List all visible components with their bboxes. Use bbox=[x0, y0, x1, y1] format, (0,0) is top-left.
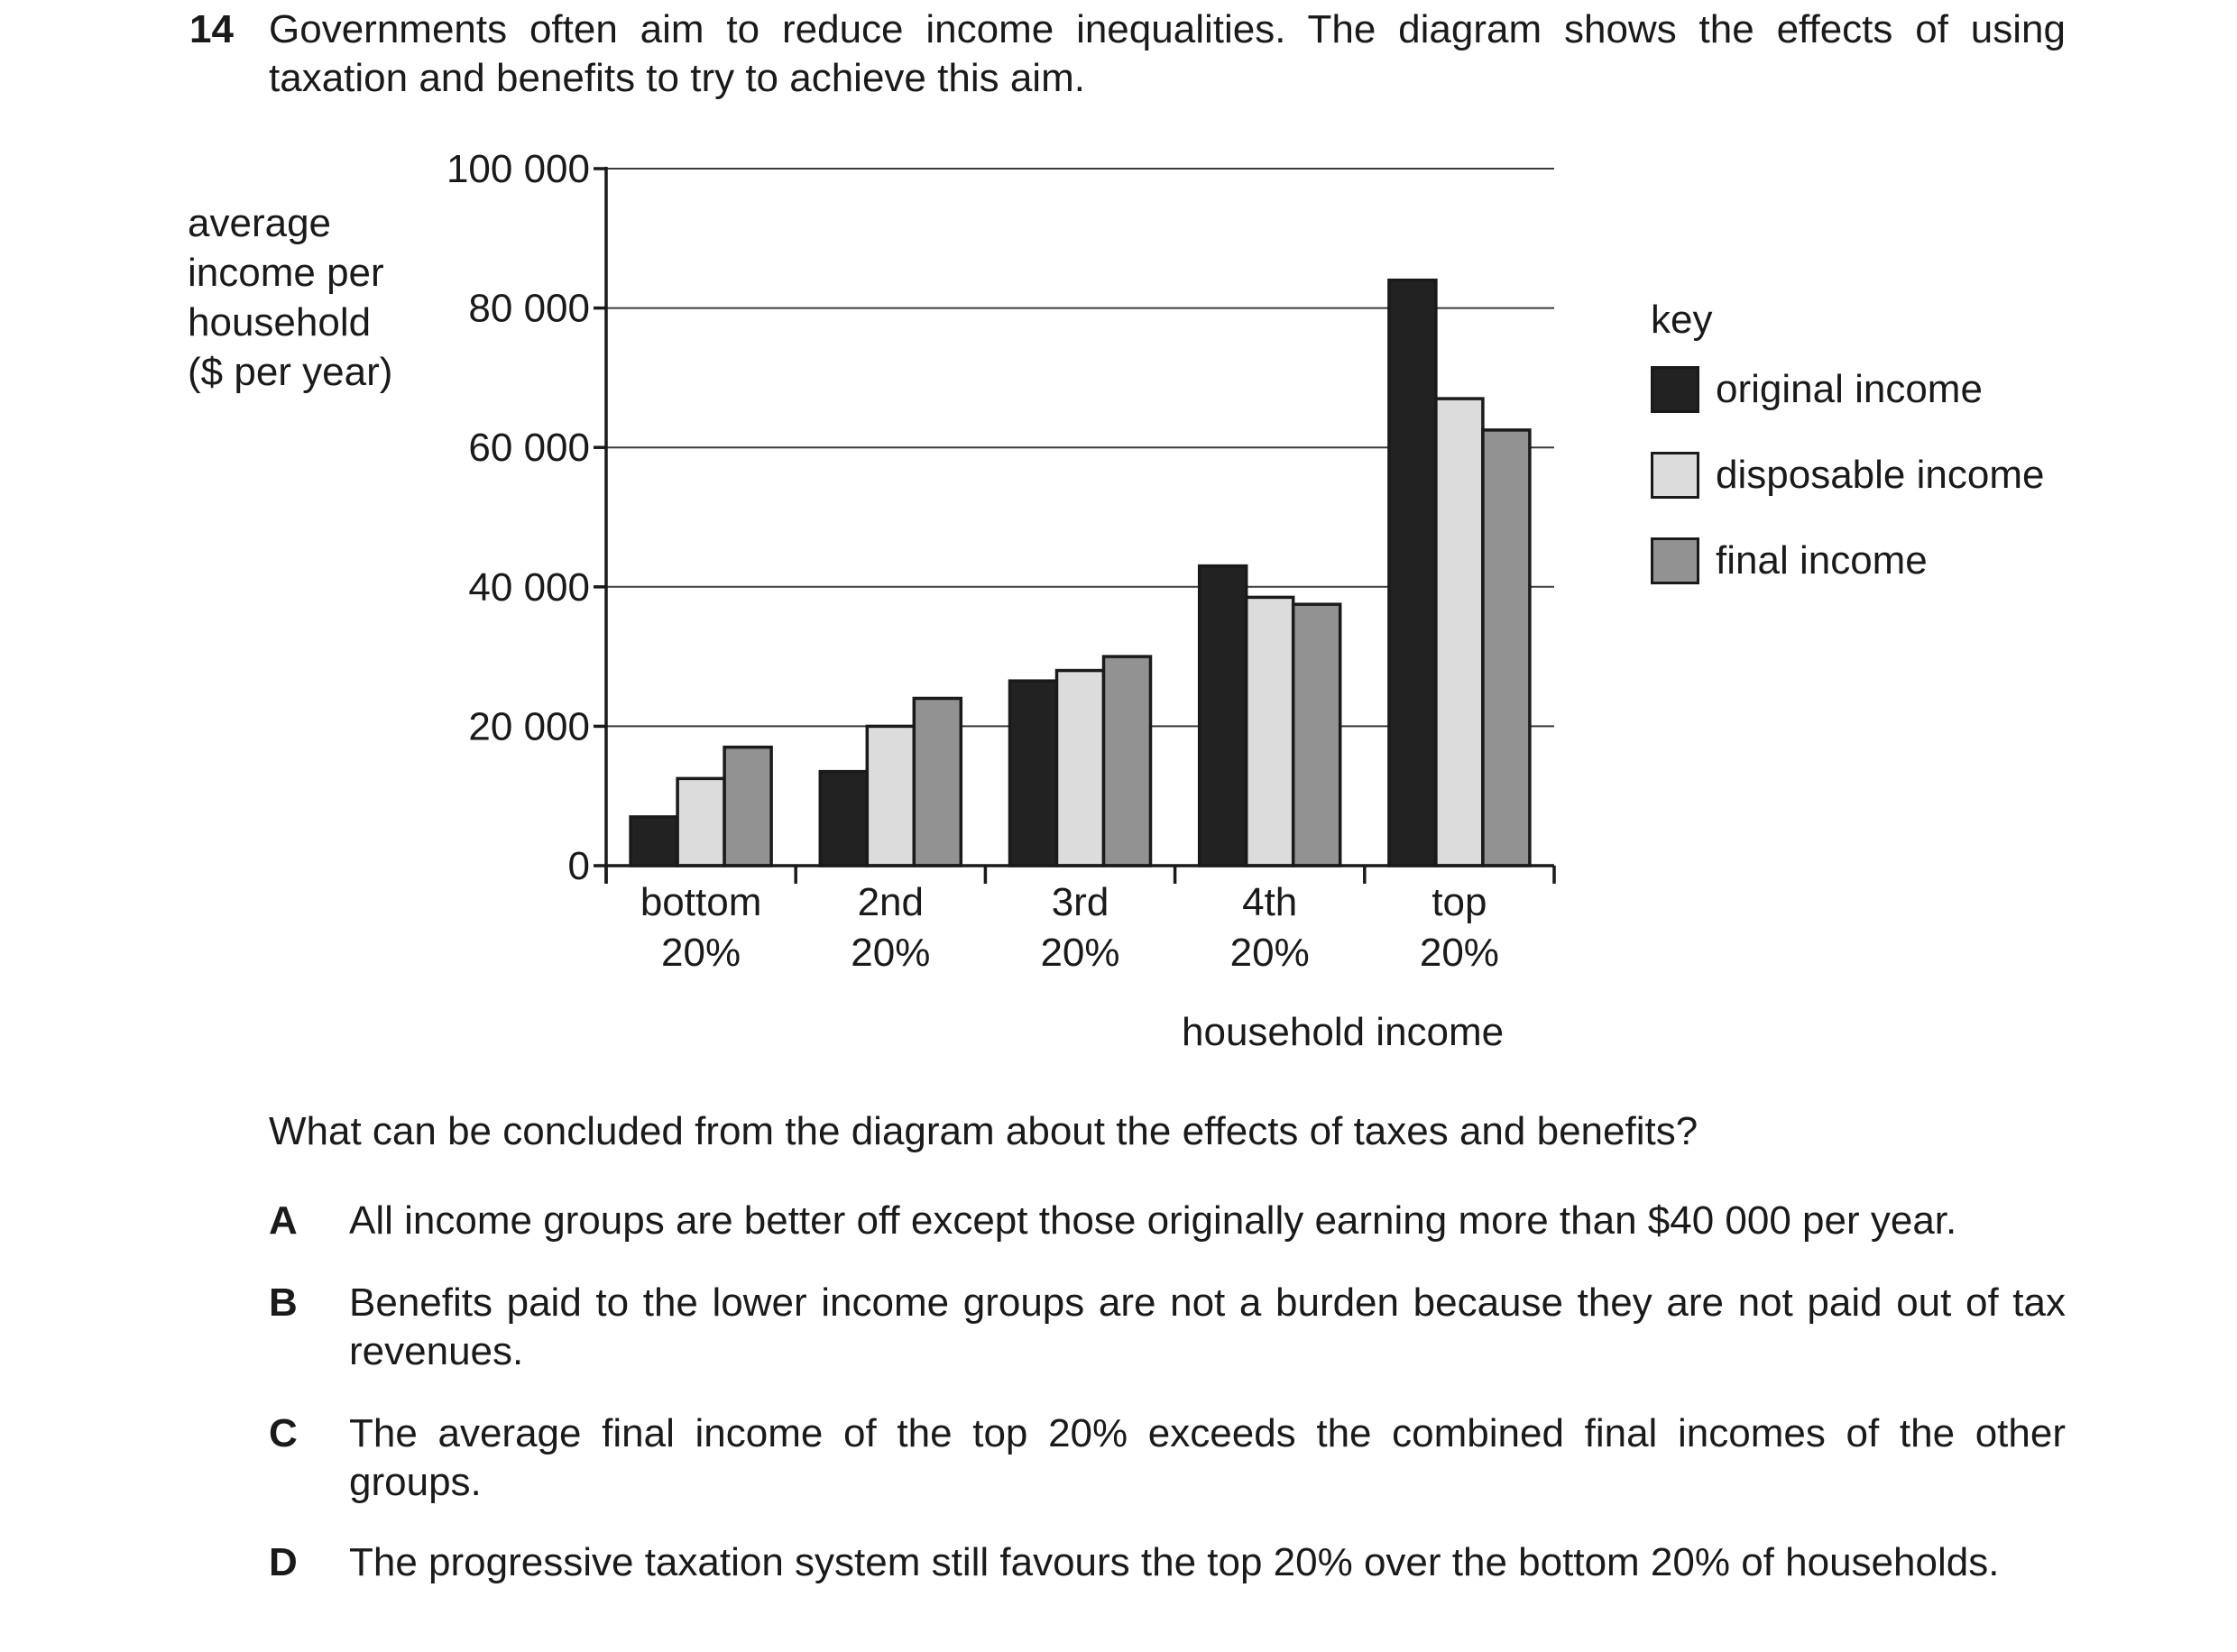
bar bbox=[1010, 681, 1057, 866]
y-axis-label-line: income per bbox=[188, 251, 384, 295]
option-c-letter: C bbox=[269, 1411, 298, 1455]
option-a-text[interactable]: All income groups are better off except those originally earning more than $40 000 per year. bbox=[349, 1198, 1957, 1243]
option-b-letter: B bbox=[269, 1280, 298, 1325]
bar bbox=[820, 772, 867, 866]
y-tick-label: 100 000 bbox=[446, 147, 590, 191]
question-stem: Governments often aim to reduce income inequalities. The diagram shows the effects of using taxation and benefits to try to achieve this aim. bbox=[269, 7, 2066, 100]
bar bbox=[914, 698, 961, 866]
y-axis-label-line: ($ per year) bbox=[188, 350, 393, 394]
legend-label: disposable income bbox=[1716, 453, 2045, 497]
legend-label: final income bbox=[1716, 538, 1928, 583]
y-axis-label-line: household bbox=[188, 300, 372, 344]
y-tick-label: 60 000 bbox=[468, 426, 590, 471]
legend-title: key bbox=[1651, 298, 1713, 342]
option-c-text[interactable]: The average final income of the top 20% exceeds the combined final incomes of the other groups. bbox=[349, 1411, 2066, 1504]
legend-label: original income bbox=[1716, 367, 1983, 411]
bar bbox=[1293, 604, 1340, 866]
legend-swatch-final-income bbox=[1651, 537, 1699, 584]
legend-swatch-original-income bbox=[1651, 366, 1699, 413]
bar bbox=[867, 726, 914, 866]
question-number: 14 bbox=[189, 7, 234, 51]
bar bbox=[724, 748, 771, 866]
y-tick-label: 80 000 bbox=[468, 286, 590, 331]
legend-item-original-income bbox=[1651, 364, 1983, 415]
y-tick-label: 20 000 bbox=[468, 704, 590, 749]
option-a-letter: A bbox=[269, 1198, 298, 1243]
x-tick-label: 20% bbox=[851, 931, 931, 975]
bar bbox=[631, 817, 677, 866]
x-tick-label: 20% bbox=[1229, 931, 1310, 975]
x-tick-label: 20% bbox=[1040, 931, 1120, 975]
legend-item-disposable-income bbox=[1651, 450, 2044, 500]
bar bbox=[1200, 566, 1247, 866]
x-tick-label: 2nd bbox=[857, 880, 925, 924]
option-d-letter: D bbox=[269, 1540, 298, 1584]
x-tick-label: bottom bbox=[640, 880, 762, 924]
question-prompt: What can be concluded from the diagram about the effects of taxes and benefits? bbox=[269, 1109, 1698, 1153]
x-tick-label: 20% bbox=[661, 931, 741, 975]
y-axis-label-line: average bbox=[188, 201, 332, 245]
bar bbox=[1436, 399, 1483, 866]
option-b-text[interactable]: Benefits paid to the lower income groups are not a burden because they are not paid out of tax revenues. bbox=[349, 1280, 2066, 1373]
bar bbox=[1104, 656, 1151, 866]
x-tick-label: 3rd bbox=[1051, 880, 1109, 924]
bar bbox=[1247, 597, 1293, 866]
x-tick-label: top bbox=[1431, 880, 1487, 924]
x-axis-label: household income bbox=[1182, 1010, 1505, 1054]
bar bbox=[677, 778, 724, 866]
option-d-text[interactable]: The progressive taxation system still favours the top 20% over the bottom 20% of households. bbox=[349, 1540, 2000, 1584]
bar bbox=[1389, 280, 1436, 866]
bar bbox=[1057, 671, 1104, 866]
x-tick-label: 20% bbox=[1419, 931, 1499, 975]
x-tick-label: 4th bbox=[1242, 880, 1298, 924]
legend-swatch-disposable-income bbox=[1651, 452, 1699, 499]
legend-item-final-income bbox=[1651, 536, 1928, 586]
y-tick-label: 0 bbox=[567, 844, 590, 888]
bar bbox=[1483, 430, 1530, 866]
y-tick-label: 40 000 bbox=[468, 564, 590, 610]
